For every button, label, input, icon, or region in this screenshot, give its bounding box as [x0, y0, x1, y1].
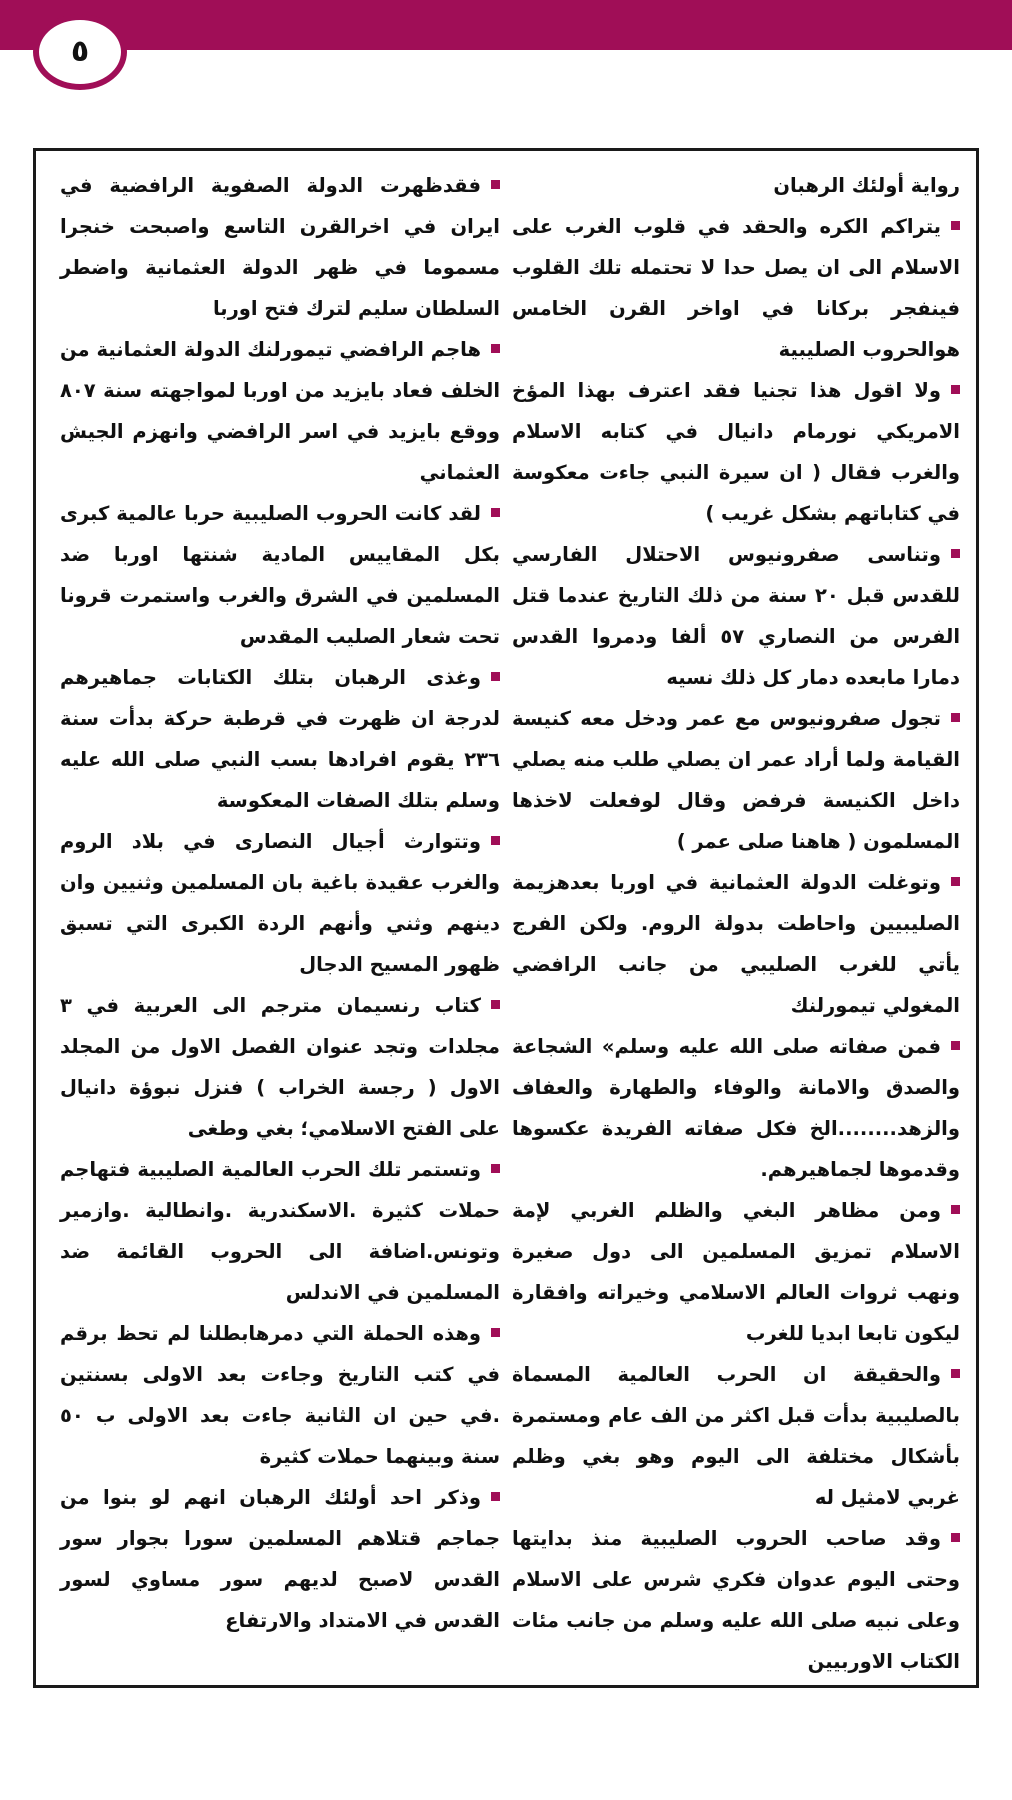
- square-bullet-icon: [951, 1041, 960, 1050]
- paragraph-text: وتتوارث أجيال النصارى في بلاد الروم والغرب عقيدة باغية بان المسلمين وثنيين وان دينهم وثني وأنهم الردة الكبرى التي تسبق ظهور المسيح الدجال: [60, 830, 500, 976]
- square-bullet-icon: [491, 1000, 500, 1009]
- paragraph-text: وهذه الحملة التي دمرهابطلنا لم تحظ برقم في كتب التاريخ وجاءت بعد الاولى بسنتين .في حين ان الثانية جاءت بعد الاولى ب ٥٠ سنة وبينهما حملات كثيرة: [60, 1322, 500, 1468]
- right-column: [512, 165, 960, 1682]
- paragraph-text: يتراكم الكره والحقد في قلوب الغرب على الاسلام الى ان يصل حدا لا تحتمله تلك القلوب فينفجر بركانا في اواخر القرن الخامس هوالحروب الصليبية: [512, 215, 960, 361]
- paragraph-text: هاجم الرافضي تيمورلنك الدولة العثمانية من الخلف فعاد بايزيد من اوربا لمواجهته سنة ٨٠٧ ووقع بايزيد في اسر الرافضي وانهزم الجيش العثماني: [60, 338, 500, 484]
- square-bullet-icon: [951, 1369, 960, 1378]
- content-frame: [33, 148, 979, 1688]
- paragraph: [512, 206, 960, 370]
- paragraph: [512, 698, 960, 862]
- paragraph: [512, 1518, 960, 1682]
- paragraph-text: وتستمر تلك الحرب العالمية الصليبية فتهاجم حملات كثيرة .الاسكندرية .وانطالية .وازمير وتونس.اضافة الى الحروب القائمة ضد المسلمين في الاندلس: [60, 1158, 500, 1304]
- paragraph-text: لقد كانت الحروب الصليبية حربا عالمية كبرى بكل المقاييس المادية شنتها اوربا ضد المسلمين في الشرق والغرب واستمرت قرونا تحت شعار الصليب المقدس: [60, 502, 500, 648]
- square-bullet-icon: [951, 221, 960, 230]
- paragraph-text: رواية أولئك الرهبان: [773, 174, 960, 197]
- left-column: [60, 165, 500, 1641]
- paragraph-text: وغذى الرهبان بتلك الكتابات جماهيرهم لدرجة ان ظهرت في قرطبة حركة بدأت سنة ٢٣٦ يقوم افرادها بسب النبي صلى الله عليه وسلم بتلك الصفات المعكوسة: [60, 666, 500, 812]
- paragraph: [60, 985, 500, 1149]
- paragraph: [60, 165, 500, 329]
- paragraph: [60, 1149, 500, 1313]
- square-bullet-icon: [951, 1205, 960, 1214]
- square-bullet-icon: [491, 1164, 500, 1173]
- square-bullet-icon: [951, 713, 960, 722]
- square-bullet-icon: [951, 385, 960, 394]
- square-bullet-icon: [491, 180, 500, 189]
- paragraph-text: كتاب رنسيمان مترجم الى العربية في ٣ مجلدات وتجد عنوان الفصل الاول من المجلد الاول ( رجسة الخراب ) فنزل نبوؤة دانيال على الفتح الاسلامي؛ بغي وطغى: [60, 994, 500, 1140]
- paragraph-text: وذكر احد أولئك الرهبان انهم لو بنوا من جماجم قتلاهم المسلمين سورا بجوار سور القدس لاصبح لديهم سور مساوي لسور القدس في الامتداد والارتفاع: [60, 1486, 500, 1632]
- page-number-badge: [33, 14, 127, 90]
- paragraph-text: تجول صفرونيوس مع عمر ودخل معه كنيسة القيامة ولما أراد عمر ان يصلي طلب منه يصلي داخل الكنيسة فرفض وقال لوفعلت لاخذها المسلمون ( هاهنا صلى عمر ): [512, 707, 960, 853]
- square-bullet-icon: [491, 672, 500, 681]
- paragraph-text: ولا اقول هذا تجنيا فقد اعترف بهذا المؤخ الامريكي نورمام دانيال في كتابه الاسلام والغرب فقال ( ان سيرة النبي جاءت معكوسة في كتاباتهم بشكل غريب ): [512, 379, 960, 525]
- paragraph: [512, 165, 960, 206]
- paragraph-text: وتوغلت الدولة العثمانية في اوربا بعدهزيمة الصليبيين واحاطت بدولة الروم. ولكن الفرج يأتي للغرب الصليبي من جانب الرافضي المغولي تيمورلنك: [512, 871, 960, 1017]
- square-bullet-icon: [491, 508, 500, 517]
- square-bullet-icon: [491, 1492, 500, 1501]
- square-bullet-icon: [491, 1328, 500, 1337]
- paragraph-text: والحقيقة ان الحرب العالمية المسماة بالصليبية بدأت قبل اكثر من الف عام ومستمرة بأشكال مختلفة الى اليوم وهو بغي وظلم غربي لامثيل له: [512, 1363, 960, 1509]
- paragraph-text: ومن مظاهر البغي والظلم الغربي لإمة الاسلام تمزيق المسلمين الى دول صغيرة ونهب ثروات العالم الاسلامي وخيراته وافقارة ليكون تابعا ابديا للغرب: [512, 1199, 960, 1345]
- paragraph: [60, 657, 500, 821]
- paragraph: [60, 329, 500, 493]
- top-color-band: [0, 0, 1012, 50]
- paragraph: [512, 534, 960, 698]
- square-bullet-icon: [951, 549, 960, 558]
- paragraph: [512, 1354, 960, 1518]
- paragraph: [60, 821, 500, 985]
- square-bullet-icon: [951, 1533, 960, 1542]
- paragraph-text: وقد صاحب الحروب الصليبية منذ بدايتها وحتى اليوم عدوان فكري شرس على الاسلام وعلى نبيه صلى الله عليه وسلم من جانب مئات الكتاب الاوربيين: [512, 1527, 960, 1673]
- paragraph: [512, 370, 960, 534]
- paragraph-text: فمن صفاته صلى الله عليه وسلم» الشجاعة والصدق والامانة والوفاء والطهارة والعفاف والزهد........الخ فكل صفاته الفريدة عكسوها وقدموها لجماهيرهم.: [512, 1035, 960, 1181]
- paragraph-text: فقدظهرت الدولة الصفوية الرافضية في ايران في اخرالقرن التاسع واصبحت خنجرا مسموما في ظهر الدولة العثمانية واضطر السلطان سليم لترك فتح اوربا: [60, 174, 500, 320]
- paragraph: [512, 1026, 960, 1190]
- paragraph: [60, 1477, 500, 1641]
- page-number: ٥: [70, 34, 90, 69]
- paragraph: [512, 1190, 960, 1354]
- paragraph: [60, 493, 500, 657]
- paragraph-text: وتناسى صفرونيوس الاحتلال الفارسي للقدس قبل ٢٠ سنة من ذلك التاريخ عندما قتل الفرس من النصاري ٥٧ ألفا ودمروا القدس دمارا مابعده دمار كل ذلك نسيه: [512, 543, 961, 689]
- square-bullet-icon: [491, 836, 500, 845]
- paragraph: [512, 862, 960, 1026]
- paragraph: [60, 1313, 500, 1477]
- square-bullet-icon: [491, 344, 500, 353]
- square-bullet-icon: [951, 877, 960, 886]
